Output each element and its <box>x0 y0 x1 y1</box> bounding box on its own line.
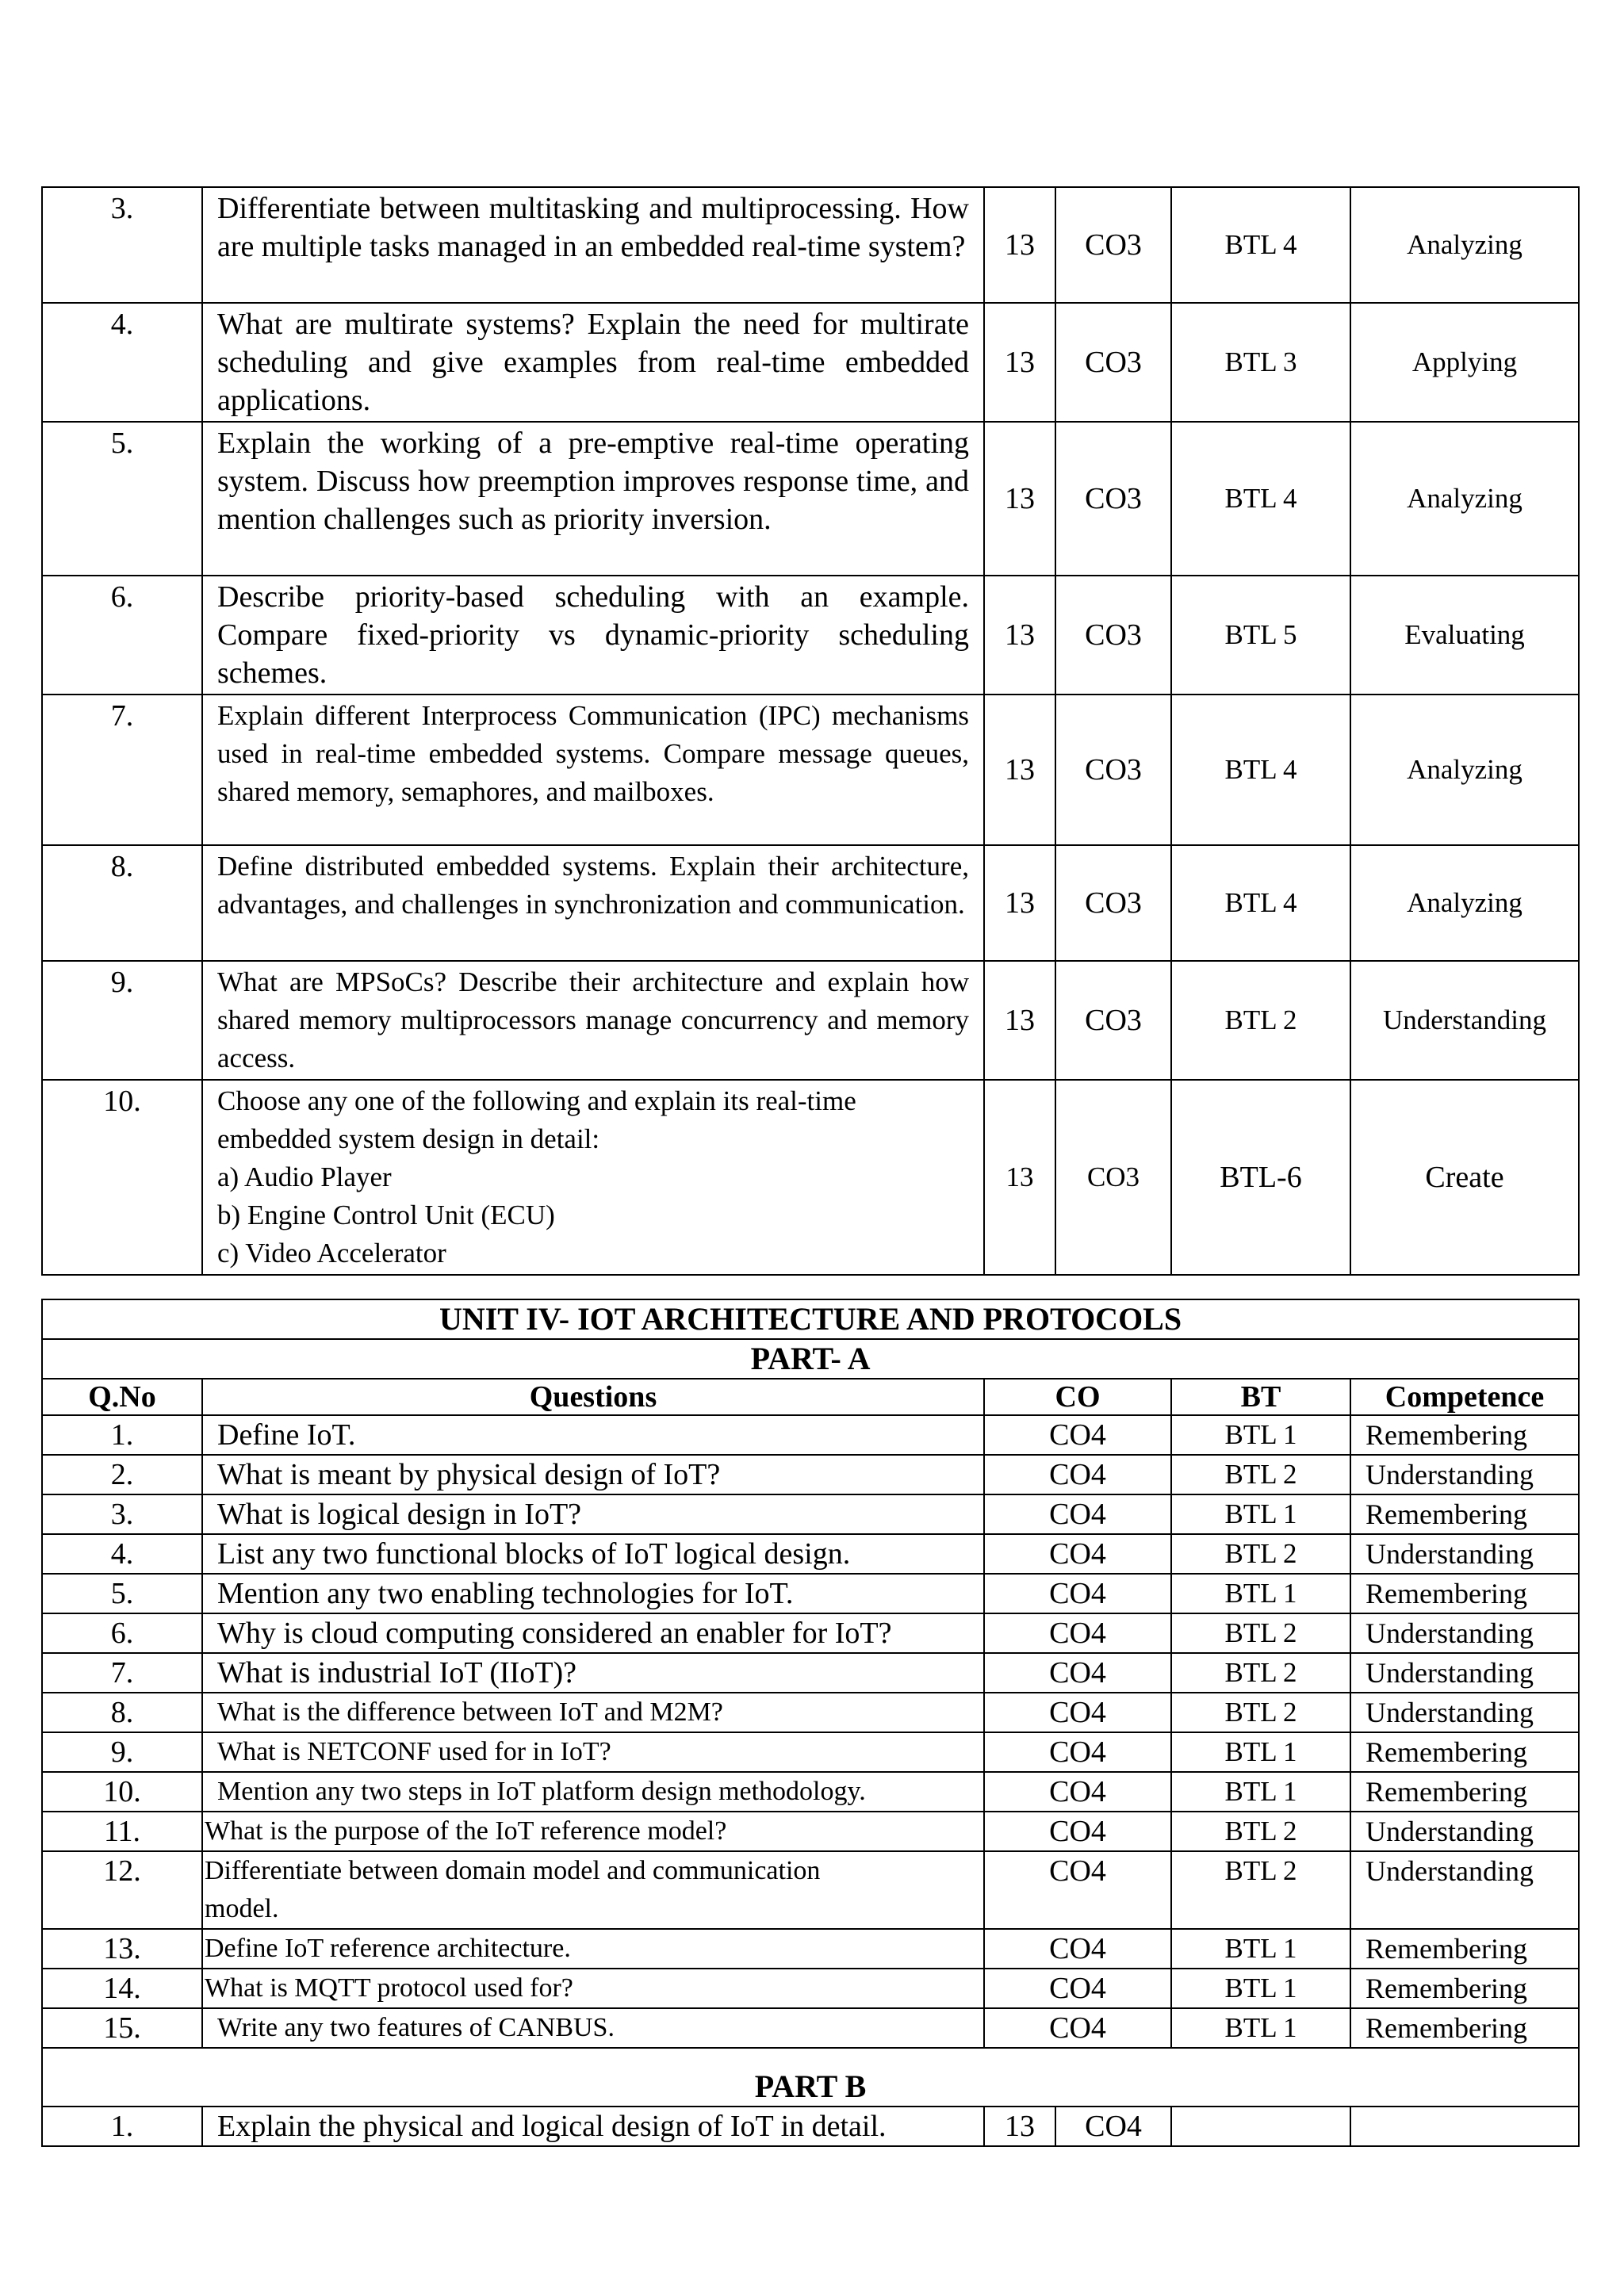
table-row <box>42 1812 1579 1851</box>
table-row <box>42 1772 1579 1812</box>
table-row <box>42 695 1579 845</box>
table-row <box>42 1574 1579 1613</box>
marks: 13 <box>984 303 1055 422</box>
option-a: a) Audio Player <box>217 1161 392 1192</box>
table-row <box>42 303 1579 422</box>
question-text: Write any two features of CANBUS. <box>202 2008 984 2048</box>
option-c: c) Video Accelerator <box>217 1238 446 1269</box>
question-number: 8. <box>42 1693 202 1732</box>
option-b: b) Engine Control Unit (ECU) <box>217 1200 555 1230</box>
competence: Understanding <box>1350 1693 1579 1732</box>
co-code: CO4 <box>984 1494 1171 1534</box>
co-code: CO4 <box>984 1851 1171 1929</box>
question-text: What are multirate systems? Explain the need for multirate scheduling and give examples from real-time embedded applications. <box>202 303 984 422</box>
question-line: Choose any one of the following and explain its real-time <box>217 1085 856 1116</box>
competence: Remembering <box>1350 1415 1579 1455</box>
question-number: 9. <box>42 961 202 1080</box>
co-code: CO3 <box>1055 303 1171 422</box>
question-number: 12. <box>42 1851 202 1929</box>
part-b-row <box>42 2048 1579 2107</box>
header-qno: Q.No <box>42 1379 202 1415</box>
question-text: Define IoT. <box>202 1415 984 1455</box>
question-text: List any two functional blocks of IoT logical design. <box>202 1534 984 1574</box>
table-row <box>42 1693 1579 1732</box>
co-code: CO4 <box>984 1812 1171 1851</box>
table-row <box>42 576 1579 695</box>
co-code: CO3 <box>1055 1080 1171 1275</box>
question-text: Define distributed embedded systems. Explain their architecture, advantages, and challenges in synchronization and communication. <box>202 845 984 961</box>
competence: Remembering <box>1350 1494 1579 1534</box>
competence <box>1350 2107 1579 2146</box>
co-code: CO4 <box>984 1772 1171 1812</box>
bt-level: BTL 2 <box>1171 1693 1350 1732</box>
part-a-heading: PART- A <box>42 1339 1579 1379</box>
table-row <box>42 1929 1579 1969</box>
question-text: What is logical design in IoT? <box>202 1494 984 1534</box>
question-text: What is meant by physical design of IoT? <box>202 1455 984 1494</box>
header-co: CO <box>984 1379 1171 1415</box>
bt-level: BTL 2 <box>1171 1812 1350 1851</box>
co-code: CO3 <box>1055 961 1171 1080</box>
co-code: CO4 <box>984 1574 1171 1613</box>
question-number: 1. <box>42 2107 202 2146</box>
co-code: CO4 <box>984 2008 1171 2048</box>
marks: 13 <box>984 2107 1055 2146</box>
bt-level: BTL 1 <box>1171 1415 1350 1455</box>
question-text: What is the purpose of the IoT reference model? <box>202 1812 984 1851</box>
question-number: 10. <box>42 1080 202 1275</box>
question-line: embedded system design in detail: <box>217 1123 600 1154</box>
question-number: 5. <box>42 1574 202 1613</box>
competence: Understanding <box>1350 1534 1579 1574</box>
question-number: 3. <box>42 187 202 303</box>
competence: Understanding <box>1350 1455 1579 1494</box>
question-text: Explain different Interprocess Communication (IPC) mechanisms used in real-time embedded systems. Compare message queues, shared memory, semaphores, and mailboxes. <box>202 695 984 845</box>
bt-level <box>1171 2107 1350 2146</box>
question-text: Mention any two enabling technologies for IoT. <box>202 1574 984 1613</box>
question-number: 13. <box>42 1929 202 1969</box>
table-row <box>42 1613 1579 1653</box>
question-number: 9. <box>42 1732 202 1772</box>
table-row <box>42 1534 1579 1574</box>
bt-level: BTL 1 <box>1171 1494 1350 1534</box>
table-row <box>42 1494 1579 1534</box>
question-text: Differentiate between multitasking and multiprocessing. How are multiple tasks managed in an embedded real-time system? <box>202 187 984 303</box>
part-b-heading: PART B <box>42 2048 1579 2107</box>
unit3-part-b-table <box>41 186 1580 1276</box>
bt-level: BTL 2 <box>1171 1613 1350 1653</box>
bt-level: BTL 1 <box>1171 1732 1350 1772</box>
marks: 13 <box>984 576 1055 695</box>
bt-level: BTL 3 <box>1171 303 1350 422</box>
header-questions: Questions <box>202 1379 984 1415</box>
question-number: 3. <box>42 1494 202 1534</box>
competence: Analyzing <box>1350 422 1579 576</box>
marks: 13 <box>984 187 1055 303</box>
table-row <box>42 2107 1579 2146</box>
question-number: 14. <box>42 1969 202 2008</box>
marks: 13 <box>984 695 1055 845</box>
marks: 13 <box>984 845 1055 961</box>
bt-level: BTL 1 <box>1171 2008 1350 2048</box>
table-row <box>42 1455 1579 1494</box>
question-text: Explain the working of a pre-emptive real-time operating system. Discuss how preemption improves response time, and mention challenges such as priority inversion. <box>202 422 984 576</box>
bt-level: BTL 5 <box>1171 576 1350 695</box>
table-row <box>42 961 1579 1080</box>
question-text: What is MQTT protocol used for? <box>202 1969 984 2008</box>
co-code: CO4 <box>984 1613 1171 1653</box>
co-code: CO4 <box>984 1693 1171 1732</box>
question-text <box>202 1080 984 1275</box>
bt-level: BTL 2 <box>1171 1455 1350 1494</box>
table-row <box>42 845 1579 961</box>
question-number: 5. <box>42 422 202 576</box>
table-row <box>42 1969 1579 2008</box>
table-row <box>42 1415 1579 1455</box>
part-a-row <box>42 1339 1579 1379</box>
question-number: 7. <box>42 695 202 845</box>
header-competence: Competence <box>1350 1379 1579 1415</box>
question-number: 2. <box>42 1455 202 1494</box>
question-number: 1. <box>42 1415 202 1455</box>
bt-level: BTL-6 <box>1171 1080 1350 1275</box>
bt-level: BTL 1 <box>1171 1574 1350 1613</box>
co-code: CO4 <box>984 1732 1171 1772</box>
question-text: Mention any two steps in IoT platform design methodology. <box>202 1772 984 1812</box>
question-number: 4. <box>42 303 202 422</box>
competence: Evaluating <box>1350 576 1579 695</box>
co-code: CO3 <box>1055 187 1171 303</box>
question-number: 10. <box>42 1772 202 1812</box>
question-number: 6. <box>42 576 202 695</box>
table-row <box>42 1732 1579 1772</box>
competence: Remembering <box>1350 1574 1579 1613</box>
question-text: What are MPSoCs? Describe their architecture and explain how shared memory multiprocessors manage concurrency and memory access. <box>202 961 984 1080</box>
question-number: 8. <box>42 845 202 961</box>
co-code: CO3 <box>1055 422 1171 576</box>
question-number: 4. <box>42 1534 202 1574</box>
table-row <box>42 1653 1579 1693</box>
bt-level: BTL 2 <box>1171 1851 1350 1929</box>
question-number: 11. <box>42 1812 202 1851</box>
unit-title-row <box>42 1299 1579 1339</box>
co-code: CO4 <box>984 1534 1171 1574</box>
marks: 13 <box>984 422 1055 576</box>
bt-level: BTL 2 <box>1171 961 1350 1080</box>
header-bt: BT <box>1171 1379 1350 1415</box>
co-code: CO4 <box>984 1929 1171 1969</box>
unit4-table <box>41 1299 1580 2147</box>
table-row <box>42 2008 1579 2048</box>
competence: Understanding <box>1350 1613 1579 1653</box>
marks: 13 <box>984 1080 1055 1275</box>
co-code: CO4 <box>984 1455 1171 1494</box>
question-number: 15. <box>42 2008 202 2048</box>
bt-level: BTL 4 <box>1171 695 1350 845</box>
competence: Analyzing <box>1350 695 1579 845</box>
competence: Analyzing <box>1350 187 1579 303</box>
question-text: What is the difference between IoT and M2M? <box>202 1693 984 1732</box>
question-text: What is industrial IoT (IIoT)? <box>202 1653 984 1693</box>
table-row <box>42 187 1579 303</box>
co-code: CO4 <box>984 1653 1171 1693</box>
question-text: Why is cloud computing considered an enabler for IoT? <box>202 1613 984 1653</box>
competence: Remembering <box>1350 2008 1579 2048</box>
competence: Applying <box>1350 303 1579 422</box>
table-row <box>42 1851 1579 1929</box>
question-text: Differentiate between domain model and communication model. <box>202 1851 984 1929</box>
co-code: CO3 <box>1055 576 1171 695</box>
marks: 13 <box>984 961 1055 1080</box>
question-text: Define IoT reference architecture. <box>202 1929 984 1969</box>
competence: Remembering <box>1350 1969 1579 2008</box>
question-text: Describe priority-based scheduling with an example. Compare fixed-priority vs dynamic-priority scheduling schemes. <box>202 576 984 695</box>
competence: Create <box>1350 1080 1579 1275</box>
co-code: CO4 <box>1055 2107 1171 2146</box>
bt-level: BTL 1 <box>1171 1929 1350 1969</box>
column-header-row <box>42 1379 1579 1415</box>
competence: Understanding <box>1350 1653 1579 1693</box>
competence: Analyzing <box>1350 845 1579 961</box>
question-text: What is NETCONF used for in IoT? <box>202 1732 984 1772</box>
question-number: 6. <box>42 1613 202 1653</box>
competence: Remembering <box>1350 1732 1579 1772</box>
co-code: CO4 <box>984 1969 1171 2008</box>
bt-level: BTL 1 <box>1171 1969 1350 2008</box>
competence: Understanding <box>1350 961 1579 1080</box>
competence: Understanding <box>1350 1812 1579 1851</box>
bt-level: BTL 2 <box>1171 1653 1350 1693</box>
bt-level: BTL 1 <box>1171 1772 1350 1812</box>
table-row <box>42 422 1579 576</box>
competence: Understanding <box>1350 1851 1579 1929</box>
co-code: CO3 <box>1055 695 1171 845</box>
competence: Remembering <box>1350 1772 1579 1812</box>
competence: Remembering <box>1350 1929 1579 1969</box>
bt-level: BTL 4 <box>1171 845 1350 961</box>
co-code: CO3 <box>1055 845 1171 961</box>
table-row <box>42 1080 1579 1275</box>
unit-title: UNIT IV- IOT ARCHITECTURE AND PROTOCOLS <box>42 1299 1579 1339</box>
co-code: CO4 <box>984 1415 1171 1455</box>
question-number: 7. <box>42 1653 202 1693</box>
bt-level: BTL 2 <box>1171 1534 1350 1574</box>
question-text: Explain the physical and logical design of IoT in detail. <box>202 2107 984 2146</box>
bt-level: BTL 4 <box>1171 187 1350 303</box>
bt-level: BTL 4 <box>1171 422 1350 576</box>
